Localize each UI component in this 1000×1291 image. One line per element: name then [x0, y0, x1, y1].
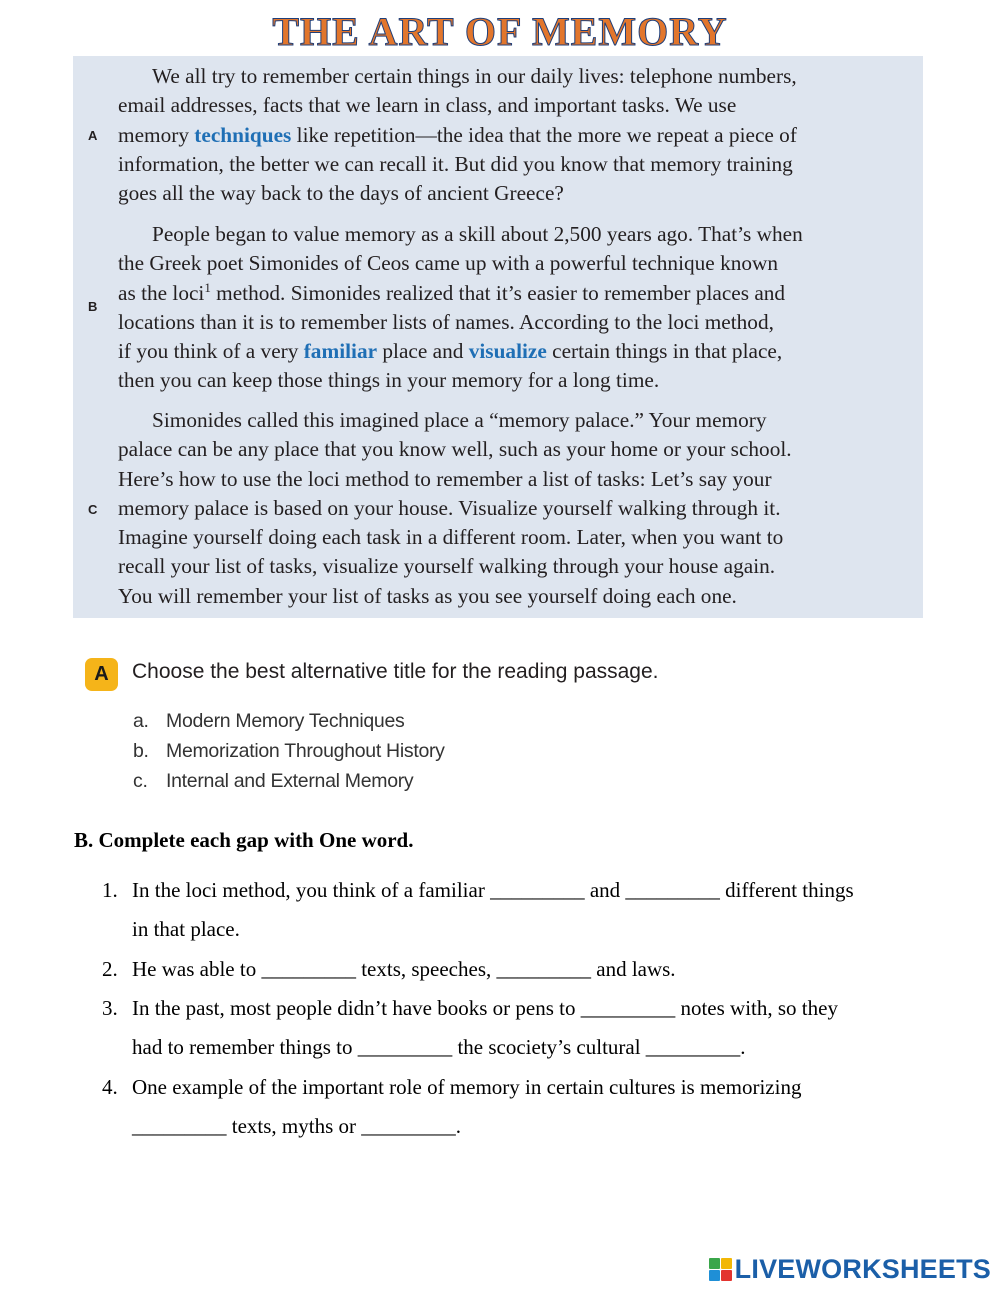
paragraph-label-c: C — [88, 502, 98, 517]
logo-square — [709, 1270, 720, 1281]
item-text-line: in that place. — [132, 917, 240, 941]
passage-line: then you can keep those things in your memory for a long time. — [118, 368, 660, 393]
passage-line: if you think of a very familiar place and visualize certain things in that place, — [118, 339, 783, 364]
passage-line: Simonides called this imagined place a “memory palace.” Your memory — [152, 408, 767, 432]
keyword-familiar: familiar — [303, 339, 378, 364]
item-text-line: had to remember things to _________ the scociety’s cultural _________. — [132, 1035, 746, 1059]
liveworksheets-footer — [709, 1254, 991, 1284]
worksheet-title: THE ART OF MEMORY — [272, 9, 728, 54]
item-text-line: He was able to _________ texts, speeches, _________ and laws. — [132, 957, 676, 981]
footnote-marker: 1 — [204, 279, 211, 295]
passage-line: memory techniques like repetition—the idea that the more we repeat a piece of — [118, 122, 797, 147]
liveworksheets-brand: LIVEWORKSHEETS — [734, 1253, 991, 1284]
passage-line: Imagine yourself doing each task in a different room. Later, when you want to — [118, 525, 784, 550]
passage-line: goes all the way back to the days of ancient Greece? — [118, 181, 564, 206]
logo-square — [721, 1258, 732, 1269]
item-number: 4. — [102, 1075, 118, 1099]
option-letter: a. — [133, 710, 149, 732]
passage-line: information, the better we can recall it. But did you know that memory training — [118, 151, 793, 176]
liveworksheets-logo-icon — [709, 1258, 732, 1281]
logo-square — [709, 1258, 720, 1269]
keyword-techniques: techniques — [194, 122, 292, 147]
keyword-visualize: visualize — [468, 339, 547, 364]
option-a[interactable] — [133, 706, 445, 736]
passage-line: recall your list of tasks, visualize yourself walking through your house again. — [118, 554, 776, 579]
passage-line: You will remember your list of tasks as you see yourself doing each one. — [118, 583, 737, 608]
question-a-badge: A — [85, 658, 118, 691]
passage-line: as the loci$^1$ method. Simonides realized that it’s easier to remember places and — [118, 279, 786, 305]
option-c[interactable] — [133, 766, 445, 796]
item-number: 1. — [102, 878, 118, 902]
option-b[interactable] — [133, 736, 445, 766]
item-number: 3. — [102, 996, 118, 1020]
question-a-options — [133, 706, 445, 796]
logo-square — [721, 1270, 732, 1281]
passage-line: palace can be any place that you know well, such as your home or your school. — [118, 437, 792, 462]
reading-passage — [73, 56, 923, 618]
passage-line: Here’s how to use the loci method to remember a list of tasks: Let’s say your — [118, 466, 772, 491]
passage-line: We all try to remember certain things in our daily lives: telephone numbers, — [152, 64, 797, 88]
passage-line: People began to value memory as a skill about 2,500 years ago. That’s when — [152, 222, 803, 246]
item-text-line: One example of the important role of memory in certain cultures is memorizing — [132, 1075, 802, 1099]
paragraph-label-a: A — [88, 128, 98, 143]
passage-line: memory palace is based on your house. Visualize yourself walking through it. — [118, 495, 781, 520]
item-text-line: In the past, most people didn’t have books or pens to _________ notes with, so they — [132, 996, 838, 1020]
paragraph-a — [118, 62, 908, 208]
item-number: 2. — [102, 957, 118, 981]
option-letter: c. — [133, 770, 148, 792]
passage-line: the Greek poet Simonides of Ceos came up with a powerful technique known — [118, 251, 779, 276]
paragraph-label-b: B — [88, 299, 98, 314]
section-b-heading: B. Complete each gap with One word. — [74, 828, 414, 852]
option-text: Internal and External Memory — [166, 770, 414, 792]
paragraph-c — [118, 406, 908, 611]
passage-line: locations than it is to remember lists of names. According to the loci method, — [118, 309, 774, 334]
item-text-line: In the loci method, you think of a familiar _________ and _________ different things — [132, 878, 854, 902]
option-letter: b. — [133, 740, 149, 762]
passage-line: email addresses, facts that we learn in class, and important tasks. We use — [118, 93, 737, 118]
paragraph-b — [118, 220, 908, 396]
option-text: Modern Memory Techniques — [166, 710, 405, 732]
question-a-prompt: Choose the best alternative title for the reading passage. — [132, 660, 659, 683]
item-text-line: _________ texts, myths or _________. — [132, 1114, 461, 1138]
option-text: Memorization Throughout History — [166, 740, 445, 762]
